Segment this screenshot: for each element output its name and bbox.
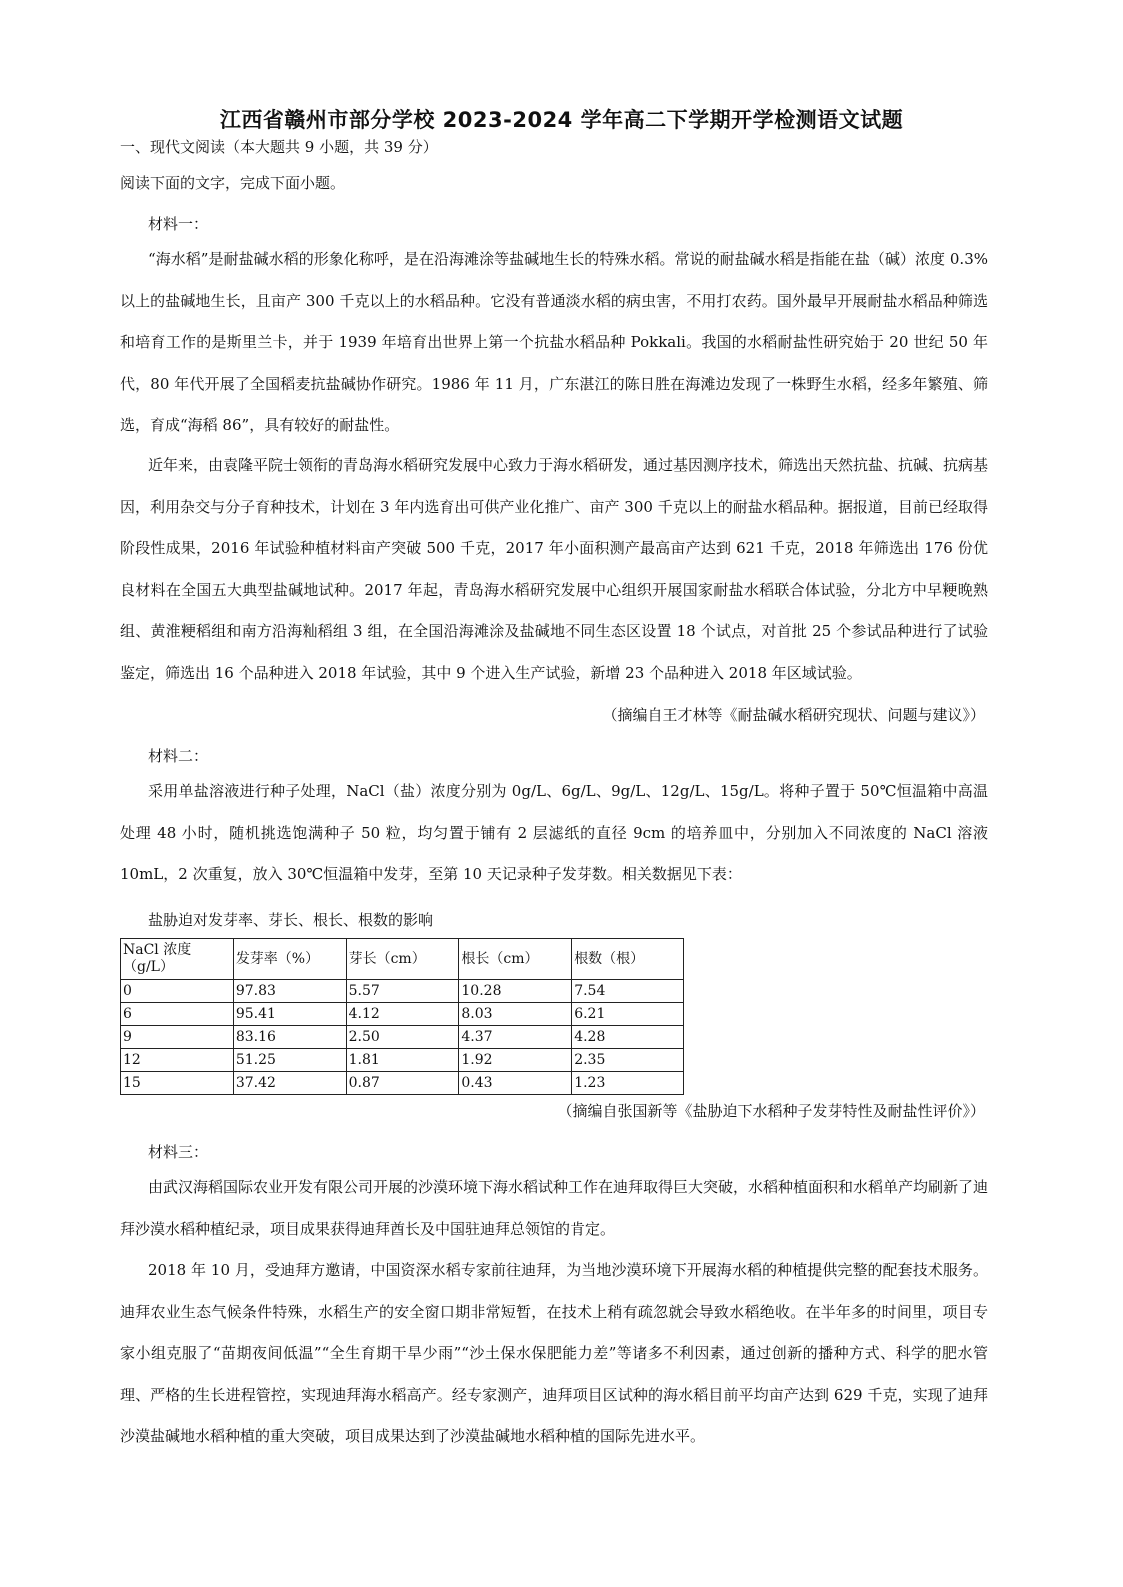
table-cell: 9	[121, 1026, 234, 1049]
instruction-text: 阅读下面的文字，完成下面小题。	[120, 174, 346, 192]
material-2-paragraph-1: 采用单盐溶液进行种子处理，NaCl（盐）浓度分别为 0g/L、6g/L、9g/L、12g/L、15g/L。将种子置于 50℃恒温箱中高温处理 48 小时，随机挑选饱满种子 50 粒，均匀置于铺有 2 层滤纸的直径 9cm 的培养皿中，分别加入不同浓度的 NaCl 溶液 10mL，2 次重复，放入 30℃恒温箱中发芽，至第 10 天记录种子发芽数。相关数据见下表：	[120, 782, 988, 883]
section-heading: 一、现代文阅读（本大题共 9 小题，共 39 分）	[120, 138, 438, 156]
table-cell: 95.41	[233, 1003, 346, 1026]
table-cell: 0.43	[459, 1072, 572, 1095]
table-cell: 2.50	[346, 1026, 459, 1049]
material-1-heading: 材料一：	[148, 215, 209, 233]
table-row	[121, 1049, 684, 1072]
table-row	[121, 980, 684, 1003]
table-header-cell: 发芽率（%）	[233, 939, 346, 980]
table-cell: 1.92	[459, 1049, 572, 1072]
table-row	[121, 1026, 684, 1049]
material-2-source: （摘编自张国新等《盐胁迫下水稻种子发芽特性及耐盐性评价》）	[557, 1102, 985, 1120]
table-cell: 15	[121, 1072, 234, 1095]
salt-stress-table	[120, 938, 684, 1095]
table-cell: 1.81	[346, 1049, 459, 1072]
table-cell: 4.12	[346, 1003, 459, 1026]
table-row	[121, 1003, 684, 1026]
table-cell: 6	[121, 1003, 234, 1026]
table-header-cell: 芽长（cm）	[346, 939, 459, 980]
table-row	[121, 1072, 684, 1095]
page-title: 江西省赣州市部分学校 2023-2024 学年高二下学期开学检测语文试题	[219, 108, 904, 132]
material-1-source: （摘编自王才林等《耐盐碱水稻研究现状、问题与建议》）	[602, 706, 985, 724]
table-cell: 83.16	[233, 1026, 346, 1049]
table-cell: 6.21	[572, 1003, 684, 1026]
table-header-cell: NaCl 浓度（g/L）	[121, 939, 234, 980]
table-cell: 8.03	[459, 1003, 572, 1026]
table-header-cell: 根数（根）	[572, 939, 684, 980]
table-cell: 5.57	[346, 980, 459, 1003]
table-cell: 37.42	[233, 1072, 346, 1095]
table-cell: 2.35	[572, 1049, 684, 1072]
material-1-paragraph-1: “海水稻”是耐盐碱水稻的形象化称呼，是在沿海滩涂等盐碱地生长的特殊水稻。常说的耐盐碱水稻是指能在盐（碱）浓度 0.3%以上的盐碱地生长，且亩产 300 千克以上的水稻品种。它没有普通淡水稻的病虫害，不用打农药。国外最早开展耐盐水稻品种筛选和培育工作的是斯里兰卡，并于 1939 年培育出世界上第一个抗盐水稻品种 Pokkali。我国的水稻耐盐性研究始于 20 世纪 50 年代，80 年代开展了全国稻麦抗盐碱协作研究。1986 年 11 月，广东湛江的陈日胜在海滩边发现了一株野生水稻，经多年繁殖、筛选，育成“海稻 86”，具有较好的耐盐性。	[120, 250, 988, 434]
material-3-heading: 材料三：	[148, 1143, 209, 1161]
material-3-paragraph-2: 2018 年 10 月，受迪拜方邀请，中国资深水稻专家前往迪拜，为当地沙漠环境下开展海水稻的种植提供完整的配套技术服务。迪拜农业生态气候条件特殊，水稻生产的安全窗口期非常短暂，在技术上稍有疏忽就会导致水稻绝收。在半年多的时间里，项目专家小组克服了“苗期夜间低温”“全生育期干旱少雨”“沙土保水保肥能力差”等诸多不利因素，通过创新的播种方式、科学的肥水管理、严格的生长进程管控，实现迪拜海水稻高产。经专家测产，迪拜项目区试种的海水稻目前平均亩产达到 629 千克，实现了迪拜沙漠盐碱地水稻种植的重大突破，项目成果达到了沙漠盐碱地水稻种植的国际先进水平。	[120, 1261, 988, 1445]
table-cell: 97.83	[233, 980, 346, 1003]
material-1-paragraph-2: 近年来，由袁隆平院士领衔的青岛海水稻研究发展中心致力于海水稻研发，通过基因测序技术，筛选出天然抗盐、抗碱、抗病基因，利用杂交与分子育种技术，计划在 3 年内选育出可供产业化推广、亩产 300 千克以上的耐盐水稻品种。据报道，目前已经取得阶段性成果，2016 年试验种植材料亩产突破 500 千克，2017 年小面积测产最高亩产达到 621 千克，2018 年筛选出 176 份优良材料在全国五大典型盐碱地试种。2017 年起，青岛海水稻研究发展中心组织开展国家耐盐水稻联合体试验，分北方中早粳晚熟组、黄淮粳稻组和南方沿海籼稻组 3 组，在全国沿海滩涂及盐碱地不同生态区设置 18 个试点，对首批 25 个参试品种进行了试验鉴定，筛选出 16 个品种进入 2018 年试验，其中 9 个进入生产试验，新增 23 个品种进入 2018 年区域试验。	[120, 456, 989, 682]
table-cell: 10.28	[459, 980, 572, 1003]
material-2-heading: 材料二：	[148, 747, 209, 765]
table-cell: 7.54	[572, 980, 684, 1003]
table-cell: 51.25	[233, 1049, 346, 1072]
table-cell: 0	[121, 980, 234, 1003]
table-cell: 12	[121, 1049, 234, 1072]
table-cell: 4.37	[459, 1026, 572, 1049]
material-3-paragraph-1: 由武汉海稻国际农业开发有限公司开展的沙漠环境下海水稻试种工作在迪拜取得巨大突破，水稻种植面积和水稻单产均刷新了迪拜沙漠水稻种植纪录，项目成果获得迪拜酋长及中国驻迪拜总领馆的肯定。	[120, 1178, 989, 1238]
table-caption: 盐胁迫对发芽率、芽长、根长、根数的影响	[148, 911, 434, 929]
table-cell: 0.87	[346, 1072, 459, 1095]
table-cell: 1.23	[572, 1072, 684, 1095]
table-cell: 4.28	[572, 1026, 684, 1049]
table-header-row	[121, 939, 684, 980]
table-header-cell: 根长（cm）	[459, 939, 572, 980]
